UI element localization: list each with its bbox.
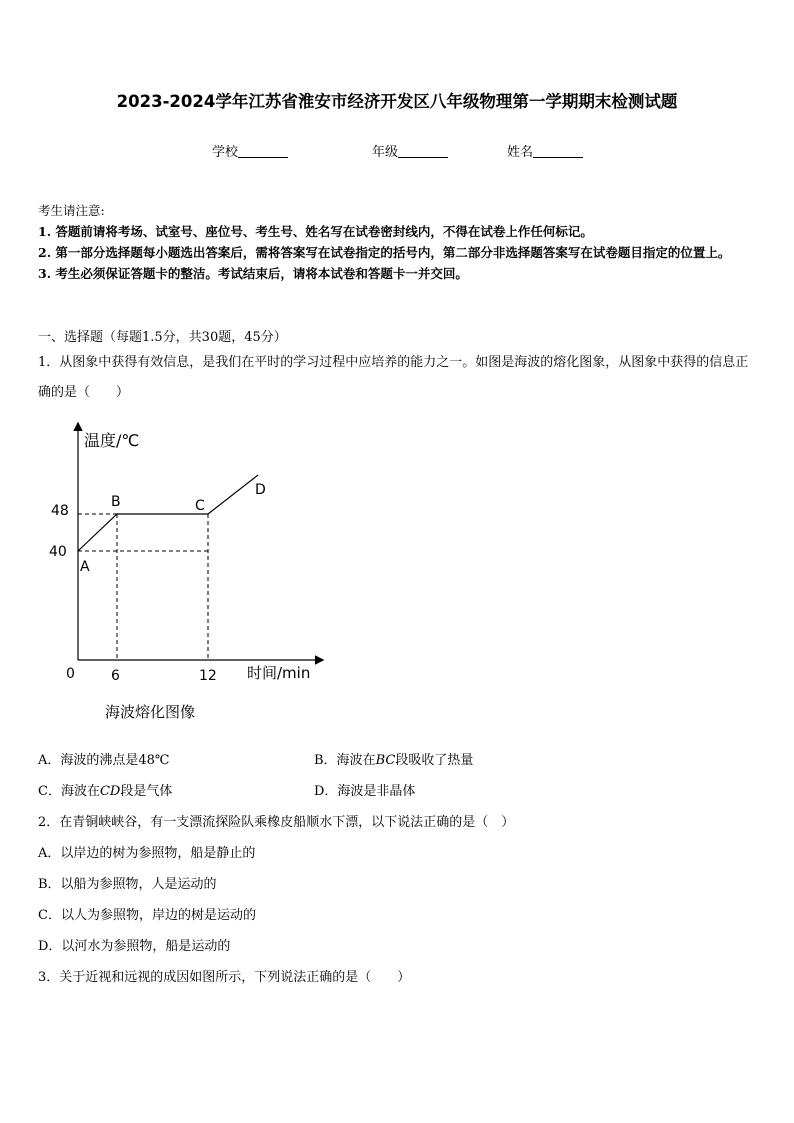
q1-option-d[interactable]: D．海波是非晶体 [314,784,416,799]
notice-heading: 考生请注意: [38,203,105,218]
point-label-d: D [255,482,266,498]
point-label-c: C [195,498,205,514]
notice-item-1: 1. 答题前请将考场、试室号、座位号、考生号、姓名写在试卷密封线内，不得在试卷上作任何标记。 [38,224,593,239]
q1-option-b-post: 段吸收了热量 [395,753,474,768]
school-field [212,141,288,160]
chart-caption: 海波熔化图像 [105,703,196,721]
q2-stem: 2．在青铜峡峡谷，有一支漂流探险队乘橡皮船顺水下漂，以下说法正确的是（ ） [38,815,515,830]
q1-option-b[interactable] [314,749,473,768]
exam-title: 2023-2024学年江苏省淮安市经济开发区八年级物理第一学期期末检测试题 [116,92,678,111]
q2-option-c[interactable]: C．以人为参照物，岸边的树是运动的 [38,908,256,923]
q2-option-d[interactable]: D．以河水为参照物，船是运动的 [38,939,231,954]
point-label-b: B [111,494,121,510]
q1-option-c-pre: C．海波在 [38,784,100,799]
name-blank[interactable] [533,145,583,158]
grade-field [372,141,448,160]
q2-option-a[interactable]: A．以岸边的树为参照物，船是静止的 [38,846,256,861]
school-blank[interactable] [238,145,288,158]
y-tick-48: 48 [51,503,69,519]
q3-stem: 3．关于近视和远视的成因如图所示，下列说法正确的是（ ） [38,970,411,985]
x-tick-12: 12 [199,668,217,684]
notice-block [38,200,760,284]
notice-item-2: 2. 第一部分选择题每小题选出答案后，需将答案写在试卷指定的括号内，第二部分非选择题答案写在试卷题目指定的位置上。 [38,245,731,260]
notice-item-3: 3. 考生必须保证答题卡的整洁。考试结束后，请将本试卷和答题卡一并交回。 [38,266,468,281]
q2-option-b[interactable]: B．以船为参照物，人是运动的 [38,877,217,892]
name-field [507,141,583,160]
x-axis-label: 时间/min [247,664,311,682]
y-tick-40: 40 [49,544,67,560]
y-axis-label: 温度/℃ [84,431,140,450]
grade-label: 年级 [372,145,399,160]
q1-stem: 1．从图象中获得有效信息，是我们在平时的学习过程中应培养的能力之一。如图是海波的熔化图象，从图象中获得的信息正确的是（ ） [38,355,749,400]
origin-label: 0 [66,666,75,682]
x-tick-6: 6 [111,668,120,684]
q1-option-c-var: CD [99,784,121,799]
melting-chart [40,418,340,728]
q1-option-c[interactable] [38,780,172,799]
name-label: 姓名 [507,145,534,160]
point-label-a: A [80,559,90,575]
section-heading: 一、选择题（每题1.5分，共30题，45分） [38,330,287,345]
q1-option-b-pre: B．海波在 [314,753,376,768]
grade-blank[interactable] [398,145,448,158]
school-label: 学校 [212,145,239,160]
q1-option-a[interactable]: A．海波的沸点是48℃ [38,753,170,768]
q1-option-b-var: BC [375,753,396,768]
q1-option-c-post: 段是气体 [120,784,173,799]
melting-curve [78,475,258,551]
